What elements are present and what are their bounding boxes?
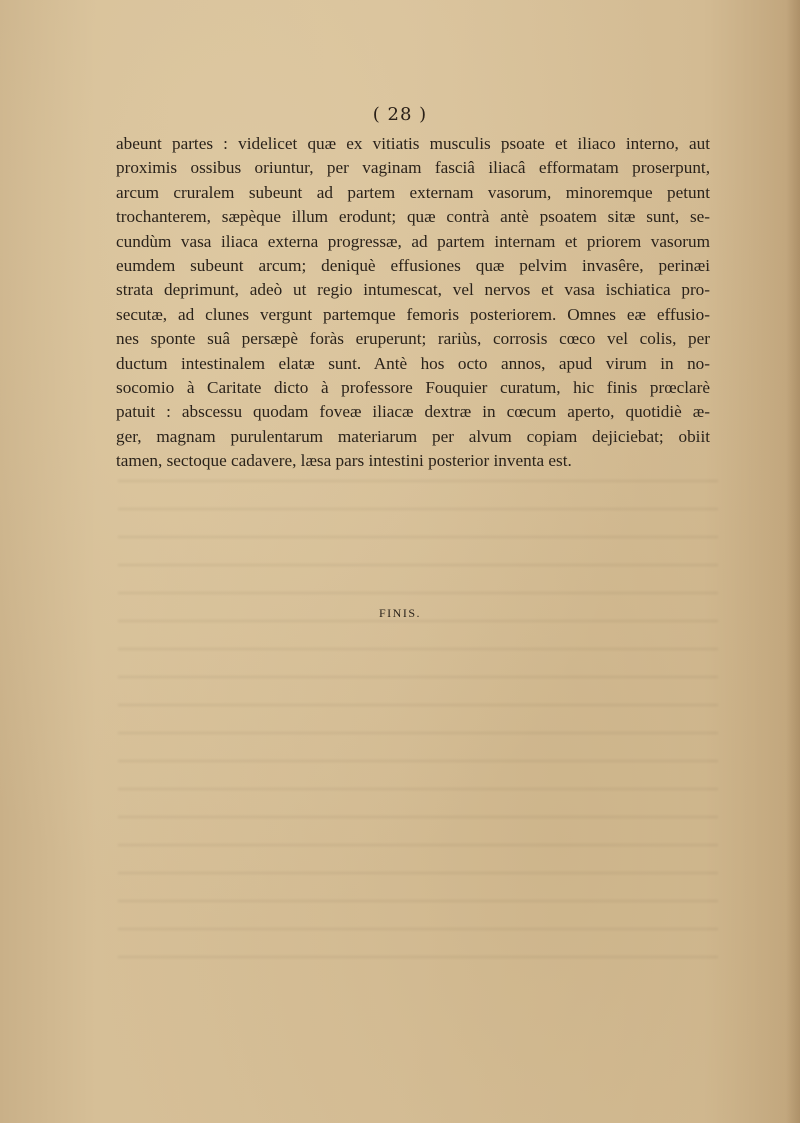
text-line: ductum intestinalem elatæ sunt. Antè hos octo annos, apud virum in no- (116, 353, 710, 373)
text-line: strata deprimunt, adeò ut regio intumescat, vel nervos et vasa ischiatica pro- (116, 280, 710, 300)
page-number: ( 28 ) (372, 104, 428, 125)
text-line: socomio à Caritate dicto à professore Fouquier curatum, hic finis prœclarè (116, 378, 710, 398)
finis-mark: FINIS. (378, 606, 421, 620)
page-edge-shadow (786, 0, 800, 1123)
text-line: secutæ, ad clunes vergunt partemque femoris posteriorem. Omnes eæ effusio- (116, 304, 710, 324)
text-line: trochanterem, sæpèque illum erodunt; quæ contrà antè psoatem sitæ sunt, se- (116, 207, 710, 227)
show-through-texture (118, 480, 718, 960)
text-line: proximis ossibus oriuntur, per vaginam fasciâ iliacâ efformatam proserpunt, (116, 158, 710, 178)
text-line: cundùm vasa iliaca externa progressæ, ad partem internam et priorem vasorum (116, 231, 710, 251)
text-line: tamen, sectoque cadavere, læsa pars intestini posterior inventa est. (116, 451, 572, 471)
text-line: abeunt partes : videlicet quæ ex vitiatis musculis psoate et iliaco interno, aut (116, 134, 710, 153)
text-line: patuit : abscessu quodam foveæ iliacæ dextræ in cœcum aperto, quotidiè æ- (116, 402, 710, 422)
text-line: ger, magnam purulentarum materiarum per alvum copiam dejiciebat; obiit (116, 426, 710, 446)
text-line: arcum cruralem subeunt ad partem externam vasorum, minoremque petunt (116, 182, 710, 202)
body-paragraph (116, 132, 710, 474)
text-line: nes sponte suâ persæpè foràs eruperunt; rariùs, corrosis cœco vel colis, per (116, 329, 710, 349)
text-line: eumdem subeunt arcum; deniquè effusiones quæ pelvim invasêre, perinæi (116, 256, 710, 276)
